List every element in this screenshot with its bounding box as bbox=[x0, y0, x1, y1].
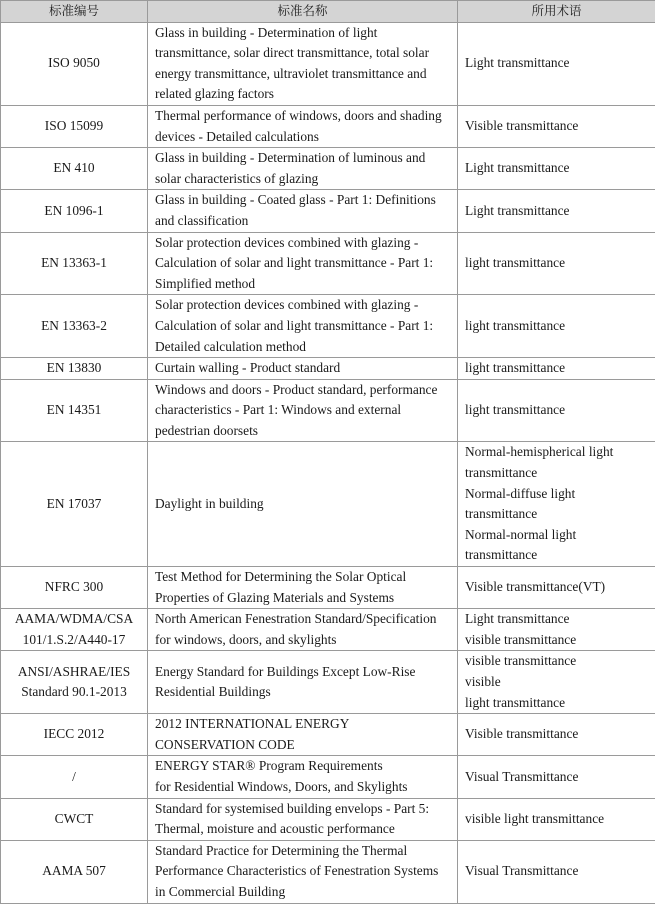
header-row bbox=[1, 1, 655, 23]
table-row bbox=[1, 798, 655, 840]
code-text-line: AAMA/WDMA/CSA bbox=[14, 611, 134, 627]
term-used-cell bbox=[458, 798, 655, 840]
name-text-line: solar characteristics of glazing bbox=[155, 170, 319, 186]
standard-name-cell bbox=[148, 379, 458, 442]
code-text-line: ISO 9050 bbox=[48, 55, 100, 71]
term-text-line: visible transmittance bbox=[465, 653, 577, 669]
name-text-line: Glass in building - Determination of light bbox=[155, 24, 378, 40]
table-row bbox=[1, 232, 655, 295]
standard-number-cell bbox=[1, 442, 148, 567]
code-text-line: EN 17037 bbox=[46, 495, 102, 511]
code-text-line: EN 410 bbox=[53, 160, 95, 176]
name-text-line: Test Method for Determining the Solar Optical bbox=[155, 569, 407, 585]
standard-name-cell bbox=[148, 232, 458, 295]
standard-name-cell bbox=[148, 756, 458, 798]
table-row bbox=[1, 714, 655, 756]
standard-name-cell bbox=[148, 651, 458, 714]
term-used-cell bbox=[458, 567, 655, 609]
term-used-cell bbox=[458, 651, 655, 714]
standard-name-cell bbox=[148, 567, 458, 609]
term-text-line: Visual Transmittance bbox=[465, 863, 579, 879]
term-text-line: Normal-diffuse light bbox=[465, 485, 576, 501]
standard-name-cell bbox=[148, 714, 458, 756]
standard-number-cell bbox=[1, 714, 148, 756]
standard-name-cell bbox=[148, 442, 458, 567]
table-row bbox=[1, 442, 655, 567]
name-text-line: energy transmittance, ultraviolet transmittance and bbox=[155, 65, 427, 81]
name-text-line: CONSERVATION CODE bbox=[155, 736, 295, 752]
term-text-line: light transmittance bbox=[465, 694, 566, 710]
term-text-line: Light transmittance bbox=[465, 160, 570, 176]
standard-name-cell bbox=[148, 148, 458, 190]
table-row bbox=[1, 105, 655, 147]
standard-name-cell bbox=[148, 22, 458, 105]
table-header bbox=[1, 1, 655, 23]
code-text-line: ANSI/ASHRAE/IES bbox=[17, 663, 131, 679]
code-text-line: Standard 90.1-2013 bbox=[21, 684, 127, 700]
name-text-line: Simplified method bbox=[155, 275, 256, 291]
table-row bbox=[1, 358, 655, 380]
table-row bbox=[1, 295, 655, 358]
standard-number-cell bbox=[1, 358, 148, 380]
term-used-cell bbox=[458, 756, 655, 798]
table-body bbox=[1, 22, 655, 903]
name-text-line: Standard Practice for Determining the Thermal bbox=[155, 842, 408, 858]
name-text-line: Standard for systemised building envelops - Part 5: bbox=[155, 800, 430, 816]
name-text-line: in Commercial Building bbox=[155, 883, 286, 899]
name-text-line: for Residential Windows, Doors, and Skylights bbox=[155, 778, 408, 794]
standard-name-cell bbox=[148, 609, 458, 651]
name-text-line: related glazing factors bbox=[155, 86, 274, 102]
name-text-line: Energy Standard for Buildings Except Low-Rise bbox=[155, 663, 416, 679]
header-standard-name: 标准名称 bbox=[148, 1, 458, 23]
standard-name-cell bbox=[148, 358, 458, 380]
name-text-line: devices - Detailed calculations bbox=[155, 128, 319, 144]
standard-number-cell bbox=[1, 148, 148, 190]
table-row bbox=[1, 840, 655, 903]
name-text-line: Performance Characteristics of Fenestration Systems bbox=[155, 863, 439, 879]
term-text-line: visible light transmittance bbox=[465, 810, 605, 826]
standard-name-cell bbox=[148, 295, 458, 358]
code-text-line: EN 1096-1 bbox=[44, 202, 104, 218]
term-used-cell bbox=[458, 190, 655, 232]
code-text-line: CWCT bbox=[54, 810, 94, 826]
standard-name-cell bbox=[148, 105, 458, 147]
table-row bbox=[1, 190, 655, 232]
name-text-line: Curtain walling - Product standard bbox=[155, 360, 341, 376]
header-standard-number: 标准编号 bbox=[1, 1, 148, 23]
term-text-line: light transmittance bbox=[465, 402, 566, 418]
code-text-line: IECC 2012 bbox=[43, 726, 105, 742]
code-text-line: / bbox=[72, 768, 76, 784]
table-row bbox=[1, 756, 655, 798]
term-used-cell bbox=[458, 232, 655, 295]
name-text-line: Daylight in building bbox=[155, 495, 264, 511]
term-used-cell bbox=[458, 22, 655, 105]
name-text-line: Residential Buildings bbox=[155, 684, 271, 700]
standard-number-cell bbox=[1, 651, 148, 714]
name-text-line: characteristics - Part 1: Windows and external bbox=[155, 402, 402, 418]
name-text-line: Glass in building - Determination of luminous and bbox=[155, 150, 426, 166]
term-text-line: Visual Transmittance bbox=[465, 768, 579, 784]
code-text-line: NFRC 300 bbox=[44, 579, 104, 595]
table-row bbox=[1, 651, 655, 714]
code-text-line: 101/1.S.2/A440-17 bbox=[22, 631, 126, 647]
name-text-line: transmittance, solar direct transmittance, total solar bbox=[155, 45, 430, 61]
standard-number-cell bbox=[1, 22, 148, 105]
code-text-line: EN 13830 bbox=[46, 360, 102, 376]
term-used-cell bbox=[458, 442, 655, 567]
standard-number-cell bbox=[1, 567, 148, 609]
table-row bbox=[1, 567, 655, 609]
term-text-line: Light transmittance bbox=[465, 55, 570, 71]
term-used-cell bbox=[458, 609, 655, 651]
name-text-line: and classification bbox=[155, 212, 249, 228]
term-used-cell bbox=[458, 840, 655, 903]
term-text-line: transmittance bbox=[465, 506, 538, 522]
term-text-line: Normal-hemispherical light bbox=[465, 444, 614, 460]
term-used-cell bbox=[458, 105, 655, 147]
name-text-line: North American Fenestration Standard/Specification bbox=[155, 611, 437, 627]
standard-number-cell bbox=[1, 756, 148, 798]
name-text-line: Calculation of solar and light transmittance - Part 1: bbox=[155, 317, 434, 333]
name-text-line: Properties of Glazing Materials and Systems bbox=[155, 589, 395, 605]
standard-name-cell bbox=[148, 798, 458, 840]
term-text-line: visible bbox=[465, 674, 501, 689]
name-text-line: ENERGY STAR® Program Requirements bbox=[155, 758, 383, 774]
term-text-line: Light transmittance bbox=[465, 611, 570, 627]
code-text-line: EN 14351 bbox=[46, 402, 102, 418]
term-used-cell bbox=[458, 714, 655, 756]
standard-name-cell bbox=[148, 190, 458, 232]
name-text-line: Detailed calculation method bbox=[155, 338, 306, 354]
code-text-line: ISO 15099 bbox=[44, 118, 104, 134]
code-text-line: EN 13363-1 bbox=[41, 255, 107, 271]
term-text-line: Visible transmittance bbox=[465, 118, 579, 134]
table-row bbox=[1, 609, 655, 651]
term-text-line: transmittance bbox=[465, 465, 538, 481]
standard-number-cell bbox=[1, 105, 148, 147]
table-row bbox=[1, 148, 655, 190]
standard-number-cell bbox=[1, 840, 148, 903]
name-text-line: Windows and doors - Product standard, performance bbox=[155, 381, 438, 397]
name-text-line: Solar protection devices combined with glazing - bbox=[155, 297, 419, 313]
term-text-line: Normal-normal light bbox=[465, 526, 577, 542]
term-text-line: visible transmittance bbox=[465, 631, 577, 647]
name-text-line: for windows, doors, and skylights bbox=[155, 631, 337, 647]
code-text-line: EN 13363-2 bbox=[41, 317, 107, 333]
code-text-line: AAMA 507 bbox=[42, 863, 106, 879]
standard-number-cell bbox=[1, 190, 148, 232]
term-used-cell bbox=[458, 148, 655, 190]
name-text-line: 2012 INTERNATIONAL ENERGY bbox=[155, 716, 350, 732]
standard-number-cell bbox=[1, 232, 148, 295]
term-text-line: Visible transmittance bbox=[465, 726, 579, 742]
name-text-line: Solar protection devices combined with glazing - bbox=[155, 234, 419, 250]
term-text-line: Light transmittance bbox=[465, 202, 570, 218]
term-text-line: light transmittance bbox=[465, 360, 566, 376]
standard-name-cell bbox=[148, 840, 458, 903]
name-text-line: Thermal, moisture and acoustic performance bbox=[155, 821, 395, 837]
name-text-line: pedestrian doorsets bbox=[155, 422, 259, 438]
name-text-line: Calculation of solar and light transmittance - Part 1: bbox=[155, 255, 434, 271]
term-text-line: light transmittance bbox=[465, 255, 566, 271]
header-term-used: 所用术语 bbox=[458, 1, 655, 23]
term-used-cell bbox=[458, 358, 655, 380]
table-row bbox=[1, 22, 655, 105]
standard-number-cell bbox=[1, 798, 148, 840]
name-text-line: Glass in building - Coated glass - Part 1: Definitions bbox=[155, 192, 436, 208]
table-row bbox=[1, 379, 655, 442]
term-text-line: transmittance bbox=[465, 547, 538, 563]
standard-number-cell bbox=[1, 609, 148, 651]
standard-number-cell bbox=[1, 379, 148, 442]
term-used-cell bbox=[458, 379, 655, 442]
name-text-line: Thermal performance of windows, doors and shading bbox=[155, 107, 442, 123]
standard-number-cell bbox=[1, 295, 148, 358]
term-text-line: light transmittance bbox=[465, 317, 566, 333]
term-used-cell bbox=[458, 295, 655, 358]
term-text-line: Visible transmittance(VT) bbox=[465, 579, 606, 595]
